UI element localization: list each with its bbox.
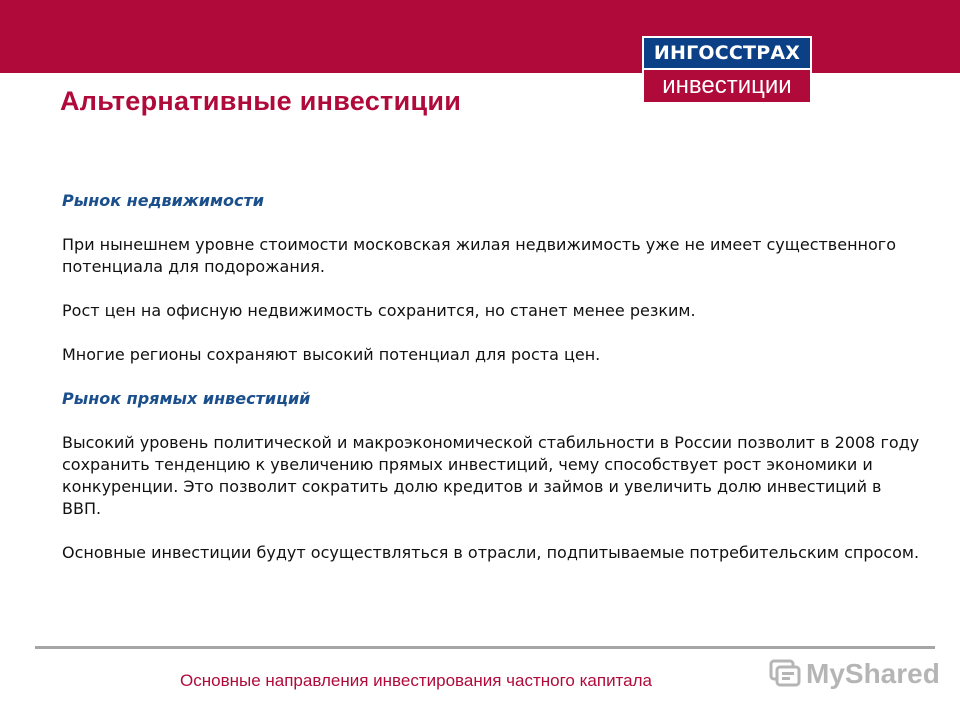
section-direct-investment xyxy=(62,388,922,564)
paragraph: Высокий уровень политической и макроэкономической стабильности в России позволит в 2008 году сохранить тенденцию к увеличению прямых инвестиций, чему способствует рост экономики и конкуренции. Это позволит сократить долю кредитов и займов и увеличить долю инвестиций в ВВП. xyxy=(62,433,920,518)
footer-caption: Основные направления инвестирования частного капитала xyxy=(180,671,652,690)
header-band xyxy=(0,0,960,73)
logo-bottom-text: инвестиции xyxy=(642,70,812,104)
paragraph: При нынешнем уровне стоимости московская жилая недвижимость уже не имеет существенного потенциала для подорожания. xyxy=(62,235,896,276)
section-heading: Рынок недвижимости xyxy=(62,191,265,210)
watermark-text: MyShared xyxy=(806,658,940,689)
paragraph: Рост цен на офисную недвижимость сохранится, но станет менее резким. xyxy=(62,301,696,320)
ingosstrakh-logo xyxy=(642,36,812,104)
paragraph: Многие регионы сохраняют высокий потенциал для роста цен. xyxy=(62,345,601,364)
paragraph: Основные инвестиции будут осуществляться в отрасли, подпитываемые потребительским спросом. xyxy=(62,543,920,562)
page-title: Альтернативные инвестиции xyxy=(60,86,462,116)
slide-content xyxy=(62,190,922,586)
footer-divider xyxy=(35,646,935,649)
section-heading: Рынок прямых инвестиций xyxy=(62,389,311,408)
myshared-logo-icon xyxy=(768,658,802,690)
logo-top-text: ИНГОССТРАХ xyxy=(642,36,812,70)
section-real-estate xyxy=(62,190,922,366)
myshared-watermark xyxy=(768,656,940,692)
